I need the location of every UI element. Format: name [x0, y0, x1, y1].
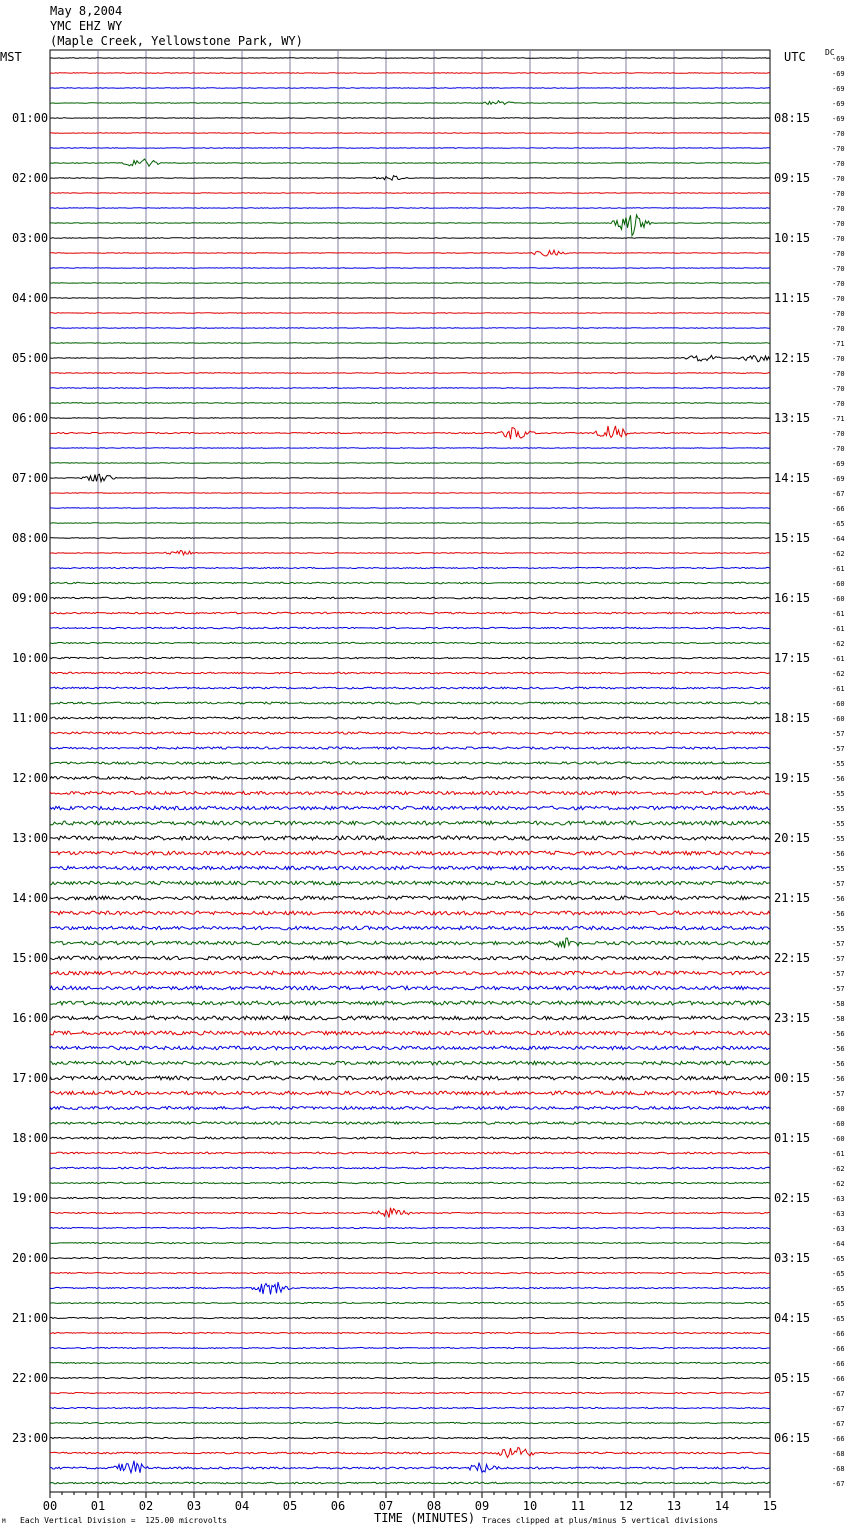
dc-offset-label: -70	[832, 400, 845, 408]
trace-line	[50, 687, 770, 689]
x-tick-label: 05	[282, 1499, 298, 1513]
trace-line	[50, 732, 770, 734]
x-tick-label: 06	[330, 1499, 346, 1513]
dc-offset-label: -62	[832, 1180, 845, 1188]
dc-offset-label: -56	[832, 1060, 845, 1068]
trace-line	[50, 1122, 770, 1124]
trace-line	[50, 1167, 770, 1169]
trace-line	[50, 1227, 770, 1228]
dc-offset-label: -69	[832, 70, 845, 78]
trace-line	[50, 1182, 770, 1183]
dc-offset-label: -70	[832, 325, 845, 333]
dc-offset-label: -56	[832, 910, 845, 918]
dc-offset-label: -65	[832, 1315, 845, 1323]
dc-offset-label: -70	[832, 235, 845, 243]
trace-line	[50, 448, 770, 449]
dc-offset-label: -63	[832, 1210, 845, 1218]
dc-offset-label: -56	[832, 895, 845, 903]
dc-offset-label: -70	[832, 190, 845, 198]
trace-line	[50, 1392, 770, 1393]
trace-line	[50, 582, 770, 583]
station-label: YMC EHZ WY	[50, 19, 123, 33]
trace-line	[50, 118, 770, 119]
trace-line	[50, 1347, 770, 1348]
x-tick-label: 14	[714, 1499, 730, 1513]
dc-offset-label: -60	[832, 595, 845, 603]
utc-time-label: 21:15	[774, 891, 811, 905]
trace-line	[50, 133, 770, 134]
mst-time-label: 21:00	[12, 1311, 49, 1325]
trace-line	[50, 1242, 770, 1243]
dc-offset-label: -57	[832, 985, 845, 993]
utc-time-label: 16:15	[774, 591, 811, 605]
trace-line	[50, 1302, 770, 1303]
dc-offset-label: -56	[832, 850, 845, 858]
dc-offset-label: -66	[832, 505, 845, 513]
utc-time-label: 13:15	[774, 411, 811, 425]
mst-time-label: 08:00	[12, 531, 49, 545]
trace-line	[50, 866, 770, 870]
trace-line	[50, 283, 770, 284]
x-tick-label: 10	[522, 1499, 538, 1513]
trace-line	[50, 268, 770, 269]
dc-offset-label: -60	[832, 1120, 845, 1128]
utc-time-label: 22:15	[774, 951, 811, 965]
dc-offset-label: -55	[832, 925, 845, 933]
dc-offset-label: -70	[832, 265, 845, 273]
utc-time-label: 14:15	[774, 471, 811, 485]
utc-time-label: 17:15	[774, 651, 811, 665]
dc-offset-label: -61	[832, 1150, 845, 1158]
dc-offset-label: -55	[832, 790, 845, 798]
trace-line	[50, 403, 770, 404]
dc-offset-label: -67	[832, 490, 845, 498]
dc-offset-label: -69	[832, 475, 845, 483]
trace-line	[50, 1152, 770, 1154]
dc-offset-label: -70	[832, 175, 845, 183]
trace-line	[50, 806, 770, 810]
trace-line	[50, 523, 770, 524]
trace-line	[50, 73, 770, 74]
dc-offset-label: -58	[832, 1000, 845, 1008]
trace-line	[50, 1448, 770, 1458]
trace-line	[50, 986, 770, 990]
mst-time-label: 17:00	[12, 1071, 49, 1085]
trace-line	[50, 747, 770, 749]
mst-time-label: 18:00	[12, 1131, 49, 1145]
dc-offset-label: -67	[832, 1405, 845, 1413]
utc-time-label: 01:15	[774, 1131, 811, 1145]
mst-time-label: 02:00	[12, 171, 49, 185]
dc-offset-label: -56	[832, 1075, 845, 1083]
mst-time-label: 03:00	[12, 231, 49, 245]
mst-time-label: 07:00	[12, 471, 49, 485]
x-tick-label: 07	[378, 1499, 394, 1513]
dc-offset-label: -70	[832, 430, 845, 438]
utc-time-label: 00:15	[774, 1071, 811, 1085]
dc-offset-label: -62	[832, 550, 845, 558]
dc-offset-label: -57	[832, 955, 845, 963]
trace-line	[50, 313, 770, 314]
x-tick-label: 01	[90, 1499, 106, 1513]
trace-line	[50, 508, 770, 509]
trace-line	[50, 642, 770, 643]
dc-offset-label: -70	[832, 310, 845, 318]
mst-time-label: 15:00	[12, 951, 49, 965]
dc-offset-label: -70	[832, 250, 845, 258]
dc-offset-label: -60	[832, 580, 845, 588]
trace-line	[50, 567, 770, 568]
x-tick-label: 04	[234, 1499, 250, 1513]
trace-line	[50, 881, 770, 885]
dc-offset-label: -63	[832, 1225, 845, 1233]
dc-offset-label: -64	[832, 535, 845, 543]
trace-line	[50, 777, 770, 780]
dc-offset-label: -57	[832, 1090, 845, 1098]
dc-offset-label: -56	[832, 1045, 845, 1053]
trace-line	[50, 911, 770, 915]
mst-time-label: 04:00	[12, 291, 49, 305]
trace-line	[50, 1091, 770, 1095]
trace-line	[50, 836, 770, 840]
dc-offset-label: -56	[832, 1030, 845, 1038]
dc-offset-label: -69	[832, 100, 845, 108]
dc-offset-label: -61	[832, 625, 845, 633]
x-tick-label: 09	[474, 1499, 490, 1513]
trace-line	[50, 208, 770, 209]
trace-line	[50, 101, 770, 105]
trace-line	[50, 1061, 770, 1065]
mst-time-label: 23:00	[12, 1431, 49, 1445]
trace-line	[50, 373, 770, 374]
mst-time-label: 12:00	[12, 771, 49, 785]
x-tick-label: 08	[426, 1499, 442, 1513]
mst-time-label: 05:00	[12, 351, 49, 365]
mst-time-label: 06:00	[12, 411, 49, 425]
dc-offset-label: -64	[832, 1240, 845, 1248]
trace-line	[50, 1016, 770, 1020]
utc-time-label: 11:15	[774, 291, 811, 305]
dc-offset-label: -68	[832, 1465, 845, 1473]
dc-offset-label: -60	[832, 715, 845, 723]
x-tick-label: 13	[666, 1499, 682, 1513]
trace-line	[50, 1076, 770, 1080]
utc-time-label: 06:15	[774, 1431, 811, 1445]
dc-offset-label: -70	[832, 205, 845, 213]
trace-line	[50, 1362, 770, 1363]
utc-time-label: 05:15	[774, 1371, 811, 1385]
dc-offset-label: -57	[832, 730, 845, 738]
dc-offset-label: -70	[832, 295, 845, 303]
trace-line	[50, 851, 770, 855]
mst-time-label: 14:00	[12, 891, 49, 905]
location-label: (Maple Creek, Yellowstone Park, WY)	[50, 34, 303, 48]
trace-line	[50, 1282, 770, 1294]
dc-offset-label: -71	[832, 340, 845, 348]
corner-mark: M	[2, 1518, 6, 1525]
mst-time-label: 16:00	[12, 1011, 49, 1025]
dc-offset-label: -55	[832, 865, 845, 873]
trace-line	[50, 762, 770, 764]
dc-offset-label: -55	[832, 805, 845, 813]
dc-offset-label: -55	[832, 820, 845, 828]
mst-axis-label: MST	[0, 50, 22, 64]
x-tick-label: 15	[762, 1499, 778, 1513]
trace-line	[50, 702, 770, 704]
utc-time-label: 15:15	[774, 531, 811, 545]
dc-offset-label: -57	[832, 880, 845, 888]
trace-line	[50, 1317, 770, 1318]
plot-frame	[50, 50, 770, 1492]
trace-line	[50, 328, 770, 329]
dc-offset-label: -65	[832, 1270, 845, 1278]
dc-offset-label: -60	[832, 700, 845, 708]
dc-offset-label: -65	[832, 1300, 845, 1308]
trace-line	[50, 597, 770, 599]
utc-time-label: 09:15	[774, 171, 811, 185]
mst-time-label: 22:00	[12, 1371, 49, 1385]
mst-time-label: 19:00	[12, 1191, 49, 1205]
trace-line	[50, 215, 770, 236]
dc-offset-label: -66	[832, 1345, 845, 1353]
dc-offset-label: -61	[832, 655, 845, 663]
dc-offset-label: -58	[832, 1015, 845, 1023]
trace-line	[50, 58, 770, 59]
dc-offset-label: -65	[832, 1285, 845, 1293]
trace-line	[50, 1332, 770, 1333]
dc-label: DC	[825, 48, 835, 57]
dc-offset-label: -62	[832, 640, 845, 648]
x-tick-label: 11	[570, 1499, 586, 1513]
dc-offset-label: -69	[832, 55, 845, 63]
dc-offset-label: -70	[832, 160, 845, 168]
trace-line	[50, 672, 770, 674]
dc-offset-label: -69	[832, 85, 845, 93]
trace-line	[50, 538, 770, 539]
trace-line	[50, 1482, 770, 1484]
trace-line	[50, 627, 770, 628]
trace-line	[50, 926, 770, 930]
date-label: May 8,2004	[50, 4, 123, 18]
trace-line	[50, 956, 770, 960]
dc-offset-label: -68	[832, 1450, 845, 1458]
dc-offset-label: -70	[832, 370, 845, 378]
x-tick-label: 02	[138, 1499, 154, 1513]
mst-time-label: 20:00	[12, 1251, 49, 1265]
dc-offset-label: -70	[832, 355, 845, 363]
trace-line	[50, 250, 770, 256]
trace-line	[50, 1257, 770, 1258]
dc-offset-label: -66	[832, 1330, 845, 1338]
trace-line	[50, 1422, 770, 1423]
trace-line	[50, 474, 770, 481]
x-tick-label: 00	[42, 1499, 58, 1513]
trace-line	[50, 717, 770, 719]
dc-offset-label: -71	[832, 415, 845, 423]
trace-line	[50, 493, 770, 494]
trace-line	[50, 1272, 770, 1273]
utc-time-label: 20:15	[774, 831, 811, 845]
dc-offset-label: -63	[832, 1195, 845, 1203]
dc-offset-label: -66	[832, 1435, 845, 1443]
dc-offset-label: -61	[832, 610, 845, 618]
mst-time-label: 11:00	[12, 711, 49, 725]
dc-offset-label: -70	[832, 145, 845, 153]
trace-line	[50, 388, 770, 389]
trace-line	[50, 896, 770, 900]
trace-line	[50, 298, 770, 299]
trace-line	[50, 1407, 770, 1408]
dc-offset-label: -57	[832, 970, 845, 978]
x-tick-label: 12	[618, 1499, 634, 1513]
trace-line	[50, 355, 770, 361]
utc-time-label: 12:15	[774, 351, 811, 365]
dc-offset-label: -62	[832, 1165, 845, 1173]
trace-line	[50, 418, 770, 419]
dc-offset-label: -62	[832, 670, 845, 678]
dc-offset-label: -69	[832, 460, 845, 468]
trace-line	[50, 971, 770, 975]
trace-line	[50, 463, 770, 464]
trace-line	[50, 1377, 770, 1378]
trace-line	[50, 426, 770, 439]
dc-offset-label: -56	[832, 775, 845, 783]
trace-line	[50, 1437, 770, 1438]
trace-line	[50, 1197, 770, 1198]
dc-offset-label: -70	[832, 220, 845, 228]
dc-offset-label: -70	[832, 280, 845, 288]
dc-offset-label: -55	[832, 835, 845, 843]
dc-offset-label: -67	[832, 1420, 845, 1428]
trace-line	[50, 1001, 770, 1005]
dc-offset-label: -61	[832, 565, 845, 573]
utc-time-label: 03:15	[774, 1251, 811, 1265]
trace-line	[50, 791, 770, 794]
dc-offset-label: -61	[832, 685, 845, 693]
mst-time-label: 01:00	[12, 111, 49, 125]
trace-line	[50, 343, 770, 344]
trace-line	[50, 1461, 770, 1473]
trace-line	[50, 1046, 770, 1050]
utc-time-label: 04:15	[774, 1311, 811, 1325]
dc-offset-label: -66	[832, 1375, 845, 1383]
dc-offset-label: -66	[832, 1360, 845, 1368]
dc-offset-label: -60	[832, 1105, 845, 1113]
trace-line	[50, 159, 770, 166]
utc-time-label: 10:15	[774, 231, 811, 245]
trace-line	[50, 176, 770, 181]
x-axis-title: TIME (MINUTES)	[374, 1511, 476, 1525]
clip-note: Traces clipped at plus/minus 5 vertical divisions	[482, 1516, 719, 1525]
trace-line	[50, 1107, 770, 1110]
dc-offset-label: -69	[832, 115, 845, 123]
utc-time-label: 08:15	[774, 111, 811, 125]
dc-offset-label: -70	[832, 130, 845, 138]
dc-offset-label: -70	[832, 385, 845, 393]
dc-offset-label: -60	[832, 1135, 845, 1143]
mst-time-label: 13:00	[12, 831, 49, 845]
dc-offset-label: -57	[832, 745, 845, 753]
mst-time-label: 09:00	[12, 591, 49, 605]
dc-offset-label: -65	[832, 1255, 845, 1263]
utc-time-label: 02:15	[774, 1191, 811, 1205]
dc-offset-label: -55	[832, 760, 845, 768]
trace-line	[50, 938, 770, 948]
dc-offset-label: -70	[832, 445, 845, 453]
trace-line	[50, 612, 770, 614]
trace-line	[50, 1137, 770, 1139]
trace-line	[50, 657, 770, 658]
utc-time-label: 19:15	[774, 771, 811, 785]
utc-time-label: 23:15	[774, 1011, 811, 1025]
trace-line	[50, 1208, 770, 1218]
trace-line	[50, 821, 770, 825]
x-tick-label: 03	[186, 1499, 202, 1513]
trace-line	[50, 238, 770, 239]
dc-offset-label: -57	[832, 940, 845, 948]
trace-line	[50, 193, 770, 194]
trace-line	[50, 88, 770, 89]
dc-offset-label: -67	[832, 1480, 845, 1488]
trace-line	[50, 551, 770, 555]
utc-time-label: 18:15	[774, 711, 811, 725]
dc-offset-label: -65	[832, 520, 845, 528]
trace-line	[50, 148, 770, 149]
utc-axis-label: UTC	[784, 50, 806, 64]
vertical-division-note: Each Vertical Division = 125.00 microvolts	[20, 1516, 228, 1525]
mst-time-label: 10:00	[12, 651, 49, 665]
dc-offset-label: -67	[832, 1390, 845, 1398]
trace-line	[50, 1031, 770, 1035]
